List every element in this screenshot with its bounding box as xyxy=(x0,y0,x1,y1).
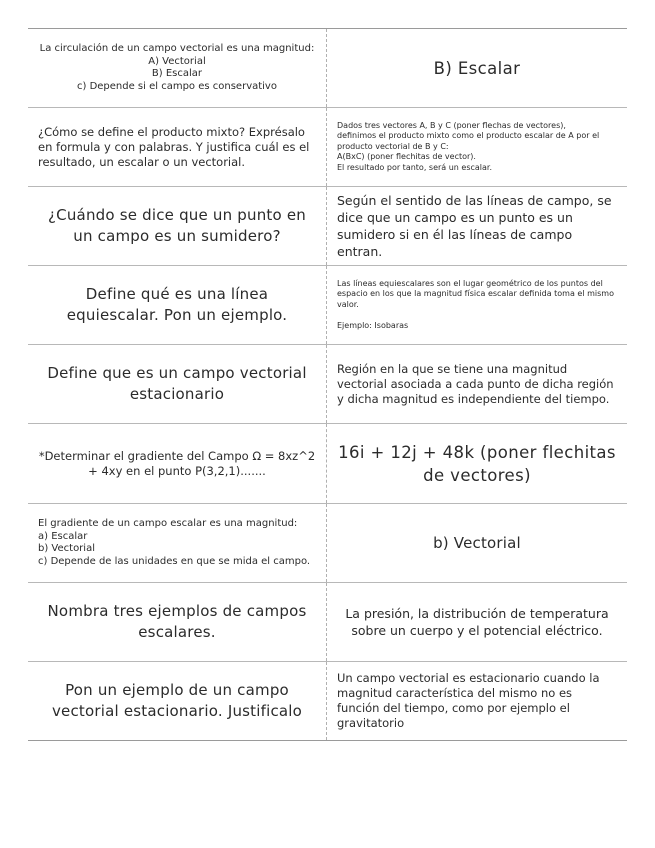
card-question: *Determinar el gradiente del Campo Ω = 8xz^2 + 4xy en el punto P(3,2,1)....... xyxy=(28,424,327,503)
flashcard-row xyxy=(28,266,627,345)
card-question: Pon un ejemplo de un campo vectorial estacionario. Justificalo xyxy=(28,662,327,740)
flashcard-row xyxy=(28,187,627,266)
card-answer: B) Escalar xyxy=(433,58,521,78)
flashcard-row xyxy=(28,504,627,583)
card-answer: Según el sentido de las líneas de campo, se dice que un campo es un punto es un sumidero si en él las líneas de campo entran. xyxy=(337,193,612,259)
flashcard-table xyxy=(28,28,627,741)
card-question: Define qué es una línea equiescalar. Pon un ejemplo. xyxy=(28,266,327,344)
card-answer: b) Vectorial xyxy=(433,533,521,552)
card-answer: Las líneas equiescalares son el lugar geométrico de los puntos del espacio en los que la magnitud física escalar definida toma el mismo valor. Ejemplo: Isobaras xyxy=(337,278,614,330)
flashcard-row xyxy=(28,424,627,504)
card-answer: Dados tres vectores A, B y C (poner flechas de vectores), definimos el producto mixto como el producto escalar de A por el producto vectorial de B y C: A(BxC) (poner flechitas de vector). El resultado por tanto, será un escalar. xyxy=(337,120,600,172)
card-question: Define que es un campo vectorial estacionario xyxy=(28,345,327,423)
flashcard-row xyxy=(28,345,627,424)
flashcard-row xyxy=(28,583,627,662)
card-answer: Un campo vectorial es estacionario cuando la magnitud característica del mismo no es función del tiempo, como por ejemplo el gravitatorio xyxy=(337,671,600,730)
card-question: El gradiente de un campo escalar es una magnitud: a) Escalar b) Vectorial c) Depende de las unidades en que se mida el campo. xyxy=(28,504,327,582)
card-answer: La presión, la distribución de temperatura sobre un cuerpo y el potencial eléctrico. xyxy=(345,606,609,638)
card-question: ¿Cuándo se dice que un punto en un campo es un sumidero? xyxy=(28,187,327,265)
card-question: ¿Cómo se define el producto mixto? Exprésalo en formula y con palabras. Y justifica cuál es el resultado, un escalar o un vectorial. xyxy=(28,108,327,186)
flashcard-row xyxy=(28,29,627,108)
card-question: La circulación de un campo vectorial es una magnitud: A) Vectorial B) Escalar c) Depende si el campo es conservativo xyxy=(28,29,327,107)
card-question: Nombra tres ejemplos de campos escalares. xyxy=(28,583,327,661)
flashcard-row xyxy=(28,662,627,741)
card-answer: 16i + 12j + 48k (poner flechitas de vectores) xyxy=(338,442,616,485)
flashcard-row xyxy=(28,108,627,187)
card-answer: Región en la que se tiene una magnitud vectorial asociada a cada punto de dicha región y dicha magnitud es independiente del tiempo. xyxy=(337,361,614,406)
